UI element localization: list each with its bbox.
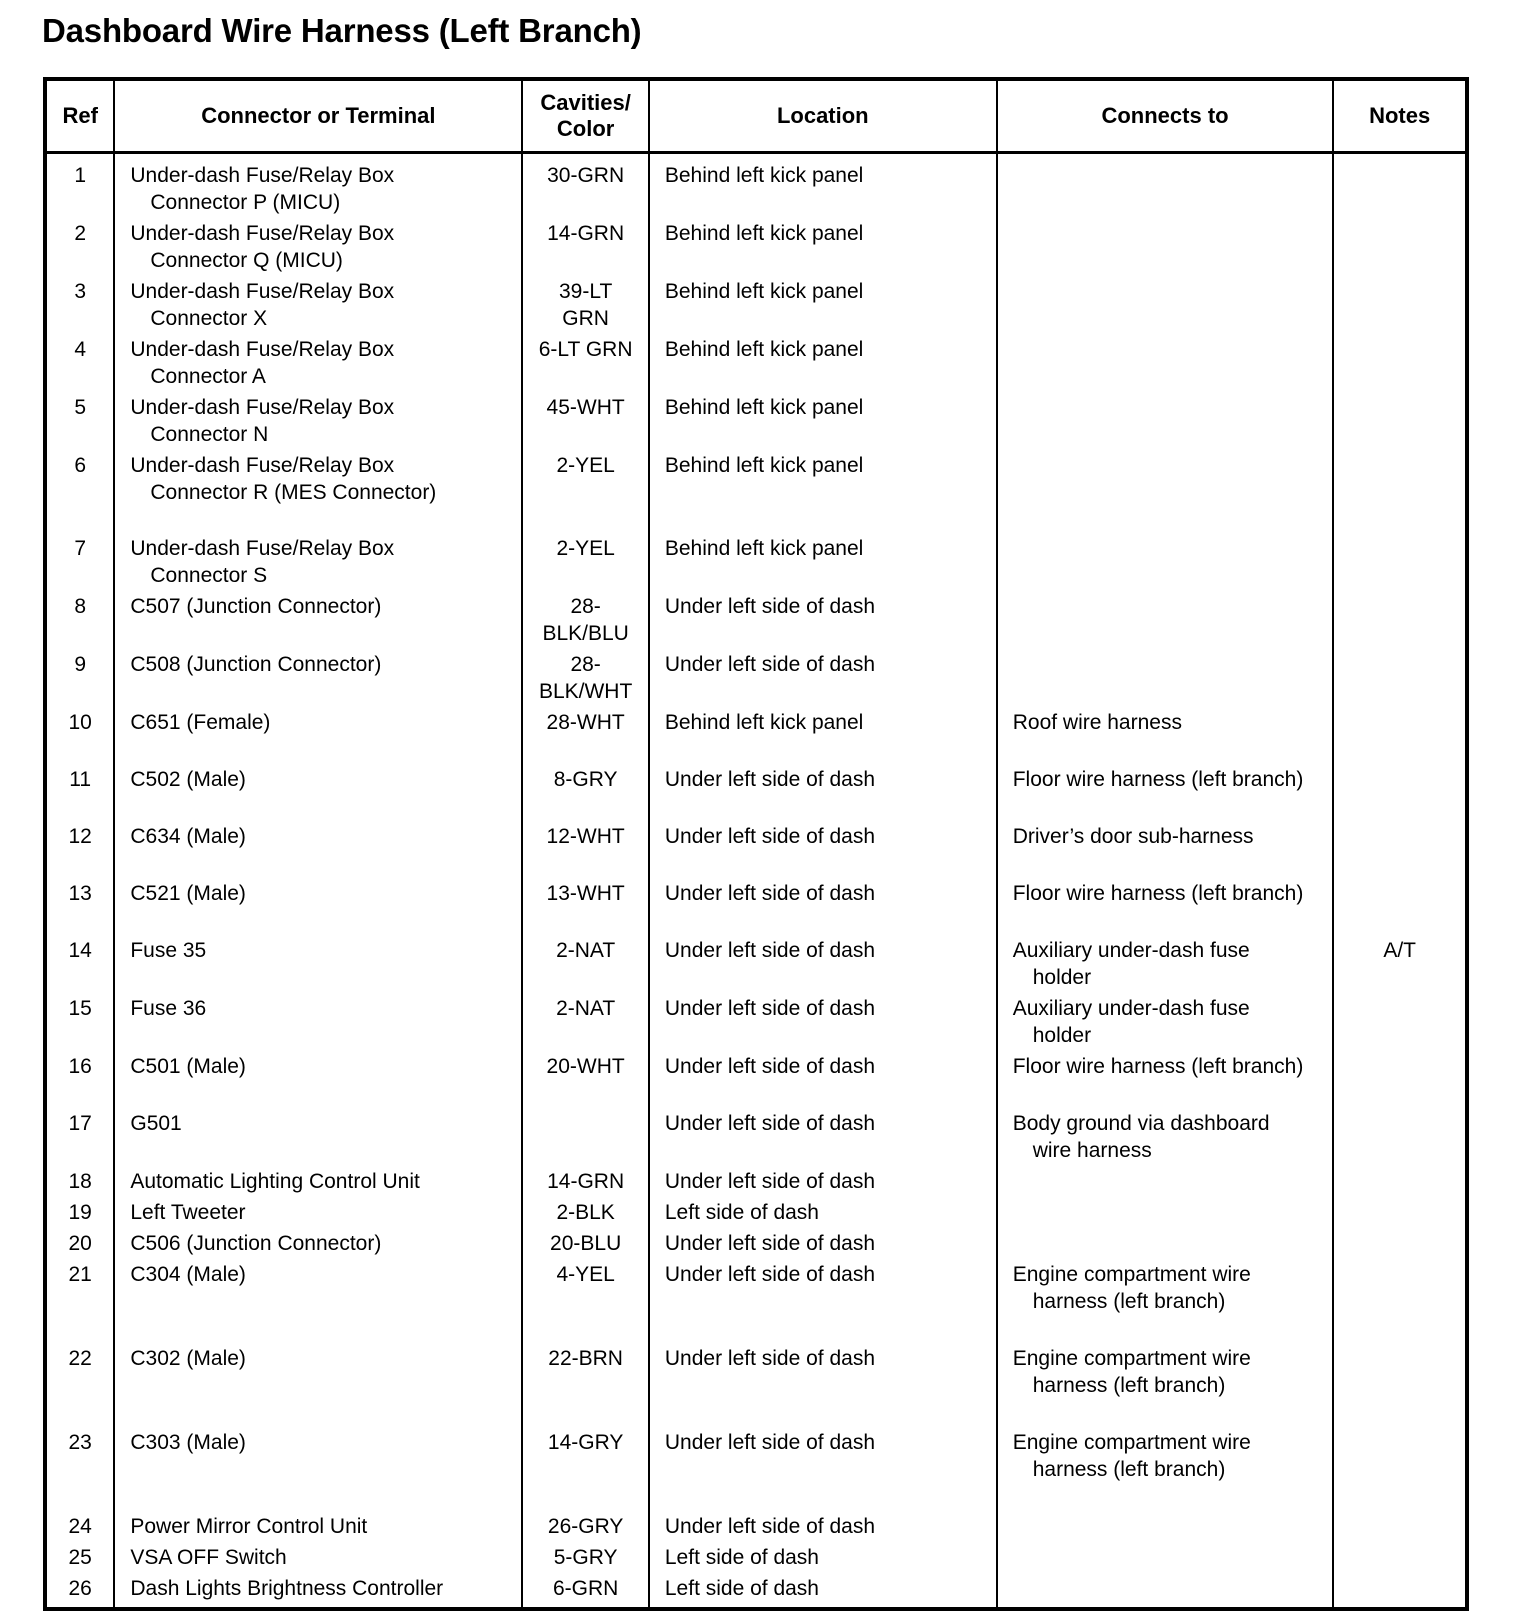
- cell-location: Under left side of dash: [649, 762, 997, 819]
- cell-connector: [114, 1540, 522, 1571]
- cell-notes: [1333, 1509, 1467, 1540]
- cell-location: Left side of dash: [649, 1540, 997, 1571]
- cell-notes: [1333, 1257, 1467, 1341]
- cell-notes: [1333, 1425, 1467, 1509]
- cell-location: Behind left kick panel: [649, 705, 997, 762]
- cell-location: Under left side of dash: [649, 1049, 997, 1106]
- connects-to-line: holder: [1032, 966, 1092, 989]
- cell-ref: 15: [68, 997, 92, 1020]
- cell-location: Under left side of dash: [649, 991, 997, 1049]
- col-header-notes: Notes: [1333, 79, 1467, 153]
- cell-connects-to: [997, 933, 1334, 991]
- cell-location: Under left side of dash: [649, 933, 997, 991]
- cell-location: Under left side of dash: [649, 1425, 997, 1509]
- cell-notes: A/T: [1333, 933, 1467, 991]
- cell-connects-to: [997, 1540, 1334, 1571]
- table-row: [45, 1226, 1467, 1257]
- col-header-ref: Ref: [45, 79, 114, 153]
- cell-connects-to: [997, 448, 1334, 531]
- connector-line: Under-dash Fuse/Relay Box: [130, 454, 395, 477]
- cell-connects-to: [997, 762, 1334, 819]
- cell-notes: [1333, 1049, 1467, 1106]
- table-row: [45, 762, 1467, 819]
- table-row: [45, 933, 1467, 991]
- cell-notes: [1333, 153, 1467, 217]
- cell-cavities-color: 14-GRY: [522, 1425, 648, 1509]
- connects-to-line: Auxiliary under-dash fuse: [1012, 997, 1250, 1020]
- connector-line: C304 (Male): [130, 1263, 246, 1286]
- cell-ref: 21: [68, 1263, 92, 1286]
- cell-ref: 7: [74, 537, 87, 560]
- connector-line: C302 (Male): [130, 1347, 246, 1370]
- col-header-connects-to: Connects to: [997, 79, 1334, 153]
- cell-cavities-color: 28-BLK/WHT: [522, 647, 648, 705]
- connects-to-line: Engine compartment wire: [1012, 1431, 1251, 1454]
- cell-connector: [114, 1509, 522, 1540]
- cell-connects-to: [997, 589, 1334, 647]
- cell-cavities-color: 45-WHT: [522, 390, 648, 448]
- cell-notes: [1333, 1226, 1467, 1257]
- cell-connects-to: [997, 876, 1334, 933]
- table-row: [45, 1106, 1467, 1164]
- cell-ref: 2: [74, 222, 87, 245]
- cell-notes: [1333, 448, 1467, 531]
- cell-notes: [1333, 1341, 1467, 1425]
- connector-line: Power Mirror Control Unit: [130, 1515, 368, 1538]
- table-row: [45, 274, 1467, 332]
- cell-location: Under left side of dash: [649, 1257, 997, 1341]
- connector-line: Under-dash Fuse/Relay Box: [130, 164, 395, 187]
- cell-connector: [114, 589, 522, 647]
- cell-ref: 11: [69, 768, 92, 791]
- connector-line: Automatic Lighting Control Unit: [130, 1170, 420, 1193]
- cell-notes: [1333, 1164, 1467, 1195]
- cell-location: Under left side of dash: [649, 1106, 997, 1164]
- table-row: [45, 1341, 1467, 1425]
- cell-connector: [114, 1226, 522, 1257]
- cell-cavities-color: 20-WHT: [522, 1049, 648, 1106]
- cell-connects-to: [997, 1257, 1334, 1341]
- cell-cavities-color: 2-YEL: [522, 448, 648, 531]
- cell-ref: 1: [74, 164, 87, 187]
- cell-cavities-color: 20-BLU: [522, 1226, 648, 1257]
- cell-connector: [114, 819, 522, 876]
- connector-line: Left Tweeter: [130, 1201, 246, 1224]
- cell-connects-to: [997, 1341, 1334, 1425]
- cell-connects-to: [997, 390, 1334, 448]
- cell-cavities-color: [522, 1106, 648, 1164]
- cell-connector: [114, 332, 522, 390]
- connects-to-line: Floor wire harness (left branch): [1012, 768, 1304, 791]
- cell-location: Left side of dash: [649, 1571, 997, 1609]
- cell-connector: [114, 647, 522, 705]
- cell-connects-to: [997, 705, 1334, 762]
- cell-connects-to: [997, 1049, 1334, 1106]
- cell-connector: [114, 448, 522, 531]
- cell-location: Under left side of dash: [649, 647, 997, 705]
- table-row: [45, 332, 1467, 390]
- cell-location: Behind left kick panel: [649, 332, 997, 390]
- cell-notes: [1333, 1571, 1467, 1609]
- table-row: [45, 1425, 1467, 1509]
- table-row: [45, 1571, 1467, 1609]
- connects-to-line: harness (left branch): [1032, 1458, 1226, 1481]
- connector-line: C501 (Male): [130, 1055, 246, 1078]
- connects-to-line: holder: [1032, 1024, 1092, 1047]
- cell-notes: [1333, 1540, 1467, 1571]
- connector-line: Under-dash Fuse/Relay Box: [130, 537, 395, 560]
- connector-line: Connector P (MICU): [150, 191, 341, 214]
- cell-notes: [1333, 274, 1467, 332]
- connects-to-line: Driver’s door sub-harness: [1012, 825, 1254, 848]
- connector-line: Fuse 35: [130, 939, 207, 962]
- cell-connects-to: [997, 531, 1334, 589]
- table-row: [45, 1049, 1467, 1106]
- cell-location: Behind left kick panel: [649, 153, 997, 217]
- cell-ref: 16: [68, 1055, 92, 1078]
- cell-location: Behind left kick panel: [649, 216, 997, 274]
- connects-to-line: Auxiliary under-dash fuse: [1012, 939, 1250, 962]
- connects-to-line: Floor wire harness (left branch): [1012, 882, 1304, 905]
- cell-ref: 12: [68, 825, 92, 848]
- connector-line: C651 (Female): [130, 711, 271, 734]
- cell-ref: 25: [68, 1546, 92, 1569]
- cell-ref: 17: [68, 1112, 92, 1135]
- connector-line: C634 (Male): [130, 825, 246, 848]
- cell-connector: [114, 1049, 522, 1106]
- cell-connects-to: [997, 1571, 1334, 1609]
- cell-connector: [114, 216, 522, 274]
- cell-cavities-color: 2-NAT: [522, 991, 648, 1049]
- cell-location: Under left side of dash: [649, 819, 997, 876]
- cell-notes: [1333, 1106, 1467, 1164]
- cell-cavities-color: 26-GRY: [522, 1509, 648, 1540]
- cell-ref: 22: [68, 1347, 92, 1370]
- connector-line: Connector R (MES Connector): [150, 481, 437, 504]
- cell-ref: 6: [74, 454, 87, 477]
- connector-line: Connector N: [150, 423, 269, 446]
- cell-connects-to: [997, 153, 1334, 217]
- connects-to-line: Roof wire harness: [1012, 711, 1182, 734]
- table-row: [45, 1195, 1467, 1226]
- cell-connects-to: [997, 991, 1334, 1049]
- cell-notes: [1333, 216, 1467, 274]
- cell-cavities-color: 5-GRY: [522, 1540, 648, 1571]
- connects-to-line: Engine compartment wire: [1012, 1263, 1251, 1286]
- connector-line: Under-dash Fuse/Relay Box: [130, 222, 395, 245]
- connector-line: C303 (Male): [130, 1431, 246, 1454]
- cell-ref: 3: [74, 280, 87, 303]
- cell-cavities-color: 30-GRN: [522, 153, 648, 217]
- connector-line: Connector S: [150, 564, 268, 587]
- col-header-cavities-color-label: Cavities/ Color: [540, 90, 631, 141]
- cell-ref: 23: [68, 1431, 92, 1454]
- cell-connector: [114, 705, 522, 762]
- cell-cavities-color: 6-LT GRN: [522, 332, 648, 390]
- cell-connector: [114, 1571, 522, 1609]
- cell-location: Under left side of dash: [649, 1164, 997, 1195]
- cell-connector: [114, 1341, 522, 1425]
- cell-location: Behind left kick panel: [649, 448, 997, 531]
- col-header-location: Location: [649, 79, 997, 153]
- cell-location: Behind left kick panel: [649, 531, 997, 589]
- connector-line: Connector Q (MICU): [150, 249, 343, 272]
- cell-notes: [1333, 705, 1467, 762]
- cell-notes: [1333, 819, 1467, 876]
- cell-connects-to: [997, 819, 1334, 876]
- table-row: [45, 216, 1467, 274]
- cell-notes: [1333, 332, 1467, 390]
- cell-notes: [1333, 390, 1467, 448]
- cell-connector: [114, 1257, 522, 1341]
- connects-to-line: wire harness: [1032, 1139, 1152, 1162]
- cell-location: Under left side of dash: [649, 1226, 997, 1257]
- cell-notes: [1333, 876, 1467, 933]
- cell-ref: 8: [74, 595, 87, 618]
- cell-ref: 10: [68, 711, 92, 734]
- connector-line: G501: [130, 1112, 182, 1135]
- table-row: [45, 705, 1467, 762]
- table-row: [45, 1540, 1467, 1571]
- col-header-connector: Connector or Terminal: [114, 79, 522, 153]
- connector-line: Connector A: [150, 365, 266, 388]
- cell-connector: [114, 1425, 522, 1509]
- cell-ref: 4: [74, 338, 87, 361]
- cell-cavities-color: 13-WHT: [522, 876, 648, 933]
- cell-cavities-color: 2-BLK: [522, 1195, 648, 1226]
- cell-connector: [114, 274, 522, 332]
- connects-to-line: harness (left branch): [1032, 1290, 1226, 1313]
- cell-connector: [114, 531, 522, 589]
- cell-notes: [1333, 589, 1467, 647]
- cell-notes: [1333, 991, 1467, 1049]
- cell-ref: 18: [68, 1170, 92, 1193]
- cell-connector: [114, 1106, 522, 1164]
- cell-connects-to: [997, 1425, 1334, 1509]
- cell-cavities-color: 2-NAT: [522, 933, 648, 991]
- connector-line: VSA OFF Switch: [130, 1546, 287, 1569]
- cell-cavities-color: 4-YEL: [522, 1257, 648, 1341]
- table-row: [45, 589, 1467, 647]
- connector-line: Under-dash Fuse/Relay Box: [130, 396, 395, 419]
- table-row: [45, 1509, 1467, 1540]
- cell-connector: [114, 1164, 522, 1195]
- cell-cavities-color: 6-GRN: [522, 1571, 648, 1609]
- cell-cavities-color: 2-YEL: [522, 531, 648, 589]
- cell-location: Under left side of dash: [649, 1509, 997, 1540]
- cell-cavities-color: 22-BRN: [522, 1341, 648, 1425]
- cell-location: Under left side of dash: [649, 1341, 997, 1425]
- cell-ref: 9: [74, 653, 87, 676]
- table-row: [45, 531, 1467, 589]
- cell-ref: 14: [68, 939, 92, 962]
- cell-connects-to: [997, 1226, 1334, 1257]
- cell-connector: [114, 762, 522, 819]
- cell-location: Left side of dash: [649, 1195, 997, 1226]
- cell-ref: 20: [68, 1232, 92, 1255]
- harness-table: [43, 77, 1469, 1611]
- cell-cavities-color: 14-GRN: [522, 1164, 648, 1195]
- cell-cavities-color: 8-GRY: [522, 762, 648, 819]
- connects-to-line: harness (left branch): [1032, 1374, 1226, 1397]
- cell-ref: 13: [68, 882, 92, 905]
- cell-cavities-color: 28-BLK/BLU: [522, 589, 648, 647]
- cell-ref: 26: [68, 1577, 92, 1600]
- connector-line: C502 (Male): [130, 768, 246, 791]
- cell-location: Behind left kick panel: [649, 390, 997, 448]
- table-row: [45, 819, 1467, 876]
- cell-ref: 19: [68, 1201, 92, 1224]
- cell-connects-to: [997, 647, 1334, 705]
- cell-connects-to: [997, 1106, 1334, 1164]
- table-row: [45, 1257, 1467, 1341]
- page-title: Dashboard Wire Harness (Left Branch): [42, 12, 642, 49]
- table-header: [45, 79, 1467, 153]
- cell-connector: [114, 933, 522, 991]
- cell-connector: [114, 153, 522, 217]
- connects-to-line: Body ground via dashboard: [1012, 1112, 1270, 1135]
- table-row: [45, 448, 1467, 531]
- connects-to-line: Engine compartment wire: [1012, 1347, 1251, 1370]
- cell-connector: [114, 876, 522, 933]
- table-row: [45, 153, 1467, 217]
- connector-line: Connector X: [150, 307, 268, 330]
- col-header-cavities-color: [522, 79, 648, 153]
- cell-location: Under left side of dash: [649, 876, 997, 933]
- cell-notes: [1333, 762, 1467, 819]
- cell-cavities-color: 28-WHT: [522, 705, 648, 762]
- table-row: [45, 876, 1467, 933]
- connector-line: C507 (Junction Connector): [130, 595, 382, 618]
- cell-connector: [114, 991, 522, 1049]
- connector-line: Under-dash Fuse/Relay Box: [130, 338, 395, 361]
- connector-line: Under-dash Fuse/Relay Box: [130, 280, 395, 303]
- cell-ref: 24: [68, 1515, 92, 1538]
- cell-cavities-color: 12-WHT: [522, 819, 648, 876]
- cell-notes: [1333, 1195, 1467, 1226]
- cell-connects-to: [997, 216, 1334, 274]
- cell-connects-to: [997, 1164, 1334, 1195]
- cell-notes: [1333, 647, 1467, 705]
- table-row: [45, 390, 1467, 448]
- cell-cavities-color: 39-LT GRN: [522, 274, 648, 332]
- cell-connects-to: [997, 1509, 1334, 1540]
- connects-to-line: Floor wire harness (left branch): [1012, 1055, 1304, 1078]
- cell-ref: 5: [74, 396, 87, 419]
- cell-notes: [1333, 531, 1467, 589]
- connector-line: C508 (Junction Connector): [130, 653, 382, 676]
- cell-connects-to: [997, 332, 1334, 390]
- table-row: [45, 991, 1467, 1049]
- cell-location: Behind left kick panel: [649, 274, 997, 332]
- cell-cavities-color: 14-GRN: [522, 216, 648, 274]
- cell-connector: [114, 390, 522, 448]
- connector-line: C521 (Male): [130, 882, 246, 905]
- cell-location: Under left side of dash: [649, 589, 997, 647]
- cell-connects-to: [997, 1195, 1334, 1226]
- connector-line: Fuse 36: [130, 997, 207, 1020]
- cell-connects-to: [997, 274, 1334, 332]
- table-row: [45, 647, 1467, 705]
- connector-line: Dash Lights Brightness Controller: [130, 1577, 444, 1600]
- table-row: [45, 1164, 1467, 1195]
- cell-connector: [114, 1195, 522, 1226]
- connector-line: C506 (Junction Connector): [130, 1232, 382, 1255]
